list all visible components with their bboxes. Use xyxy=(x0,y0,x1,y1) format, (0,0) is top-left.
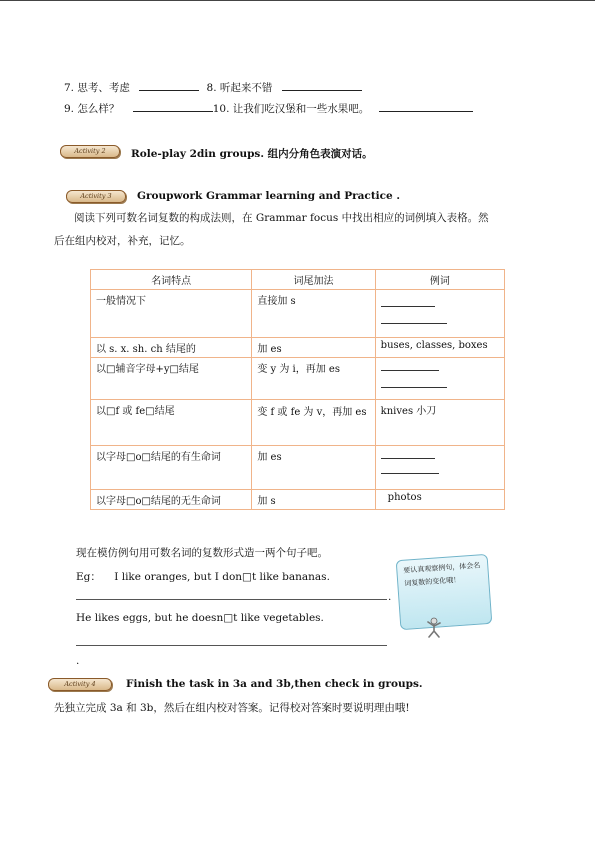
example-blank[interactable] xyxy=(381,458,435,459)
eg-label: Eg： xyxy=(76,571,101,583)
feature-cell: 以 s. x. sh. ch 结尾的 xyxy=(91,338,252,358)
activity-4-title: Finish the task in 3a and 3b,then check in groups. xyxy=(126,678,423,690)
example-blank[interactable] xyxy=(381,387,447,388)
example-blank[interactable] xyxy=(381,323,447,324)
activity-3-instruction-line2: 后在组内校对，补充，记忆。 xyxy=(54,235,191,247)
rule-cell: 加 es xyxy=(252,446,375,490)
rule-cell: 加 es xyxy=(252,338,375,358)
table-row xyxy=(91,490,505,510)
example-cell[interactable] xyxy=(375,290,504,338)
answer-blank-9[interactable] xyxy=(133,100,213,112)
item-7-text: 7. 思考、考虑 xyxy=(64,82,130,94)
table-row xyxy=(91,338,505,358)
header-rule: 词尾加法 xyxy=(252,270,375,290)
table-row xyxy=(91,290,505,338)
activity-3-instruction-line1: 阅读下列可数名词复数的构成法则，在 Grammar focus 中找出相应的词例填入表格。然 xyxy=(74,212,489,224)
example-blank[interactable] xyxy=(381,473,439,474)
example-cell[interactable] xyxy=(375,358,504,400)
item-9-text: 9. 怎么样？ xyxy=(64,103,120,115)
table-row xyxy=(91,446,505,490)
writing-line[interactable] xyxy=(76,599,387,600)
example-cell: knives 小刀 xyxy=(375,400,504,446)
trailing-dot: . xyxy=(76,655,80,667)
activity-2-title: Role-play 2din groups. 组内分角色表演对话。 xyxy=(131,148,373,160)
example-cell: buses, classes, boxes xyxy=(375,338,504,358)
exercise-item-9 xyxy=(64,100,473,116)
answer-blank-7[interactable] xyxy=(139,79,199,91)
feature-cell: 以□f 或 fe□结尾 xyxy=(91,400,252,446)
plural-rules-table xyxy=(90,269,505,510)
answer-blank-10[interactable] xyxy=(379,100,473,112)
activity-4-instruction: 先独立完成 3a 和 3b，然后在组内校对答案。记得校对答案时要说明理由哦! xyxy=(54,702,410,714)
line-period: . xyxy=(388,591,392,603)
page-top-border xyxy=(0,0,595,1)
practice-sentence-2: He likes eggs, but he doesn□t like vegetables. xyxy=(76,612,324,624)
table-row xyxy=(91,400,505,446)
item-10-text: 10. 让我们吃汉堡和一些水果吧。 xyxy=(212,103,370,115)
example-blank[interactable] xyxy=(381,370,439,371)
feature-cell: 以字母□o□结尾的无生命词 xyxy=(91,490,252,510)
example-cell[interactable] xyxy=(375,446,504,490)
table-row xyxy=(91,358,505,400)
feature-cell: 以□辅音字母+y□结尾 xyxy=(91,358,252,400)
eg-sentence: I like oranges, but I don□t like bananas. xyxy=(114,571,330,583)
header-example: 例词 xyxy=(375,270,504,290)
rule-cell: 变 f 或 fe 为 v，再加 es xyxy=(252,400,375,446)
activity-4-badge: Activity 4 xyxy=(48,678,112,691)
example-line xyxy=(76,569,330,584)
feature-cell: 一般情况下 xyxy=(91,290,252,338)
rule-cell: 加 s xyxy=(252,490,375,510)
activity-2-badge: Activity 2 xyxy=(60,145,120,158)
example-cell: photos xyxy=(375,490,504,510)
example-blank[interactable] xyxy=(381,306,435,307)
writing-line[interactable] xyxy=(76,645,387,646)
header-feature: 名词特点 xyxy=(91,270,252,290)
activity-3-title: Groupwork Grammar learning and Practice . xyxy=(137,190,401,202)
answer-blank-8[interactable] xyxy=(282,79,362,91)
item-8-text: 8. 听起来不错 xyxy=(206,82,273,94)
tip-note-text: 要认真观察例句，体会名词复数的变化哦！ xyxy=(403,561,481,588)
table-header-row xyxy=(91,270,505,290)
stick-figure-icon xyxy=(425,617,445,639)
practice-intro: 现在模仿例句用可数名词的复数形式造一两个句子吧。 xyxy=(76,547,328,559)
feature-cell: 以字母□o□结尾的有生命词 xyxy=(91,446,252,490)
rule-cell: 变 y 为 i，再加 es xyxy=(252,358,375,400)
activity-3-badge: Activity 3 xyxy=(66,190,126,203)
exercise-item-7 xyxy=(64,79,362,95)
rule-cell: 直接加 s xyxy=(252,290,375,338)
